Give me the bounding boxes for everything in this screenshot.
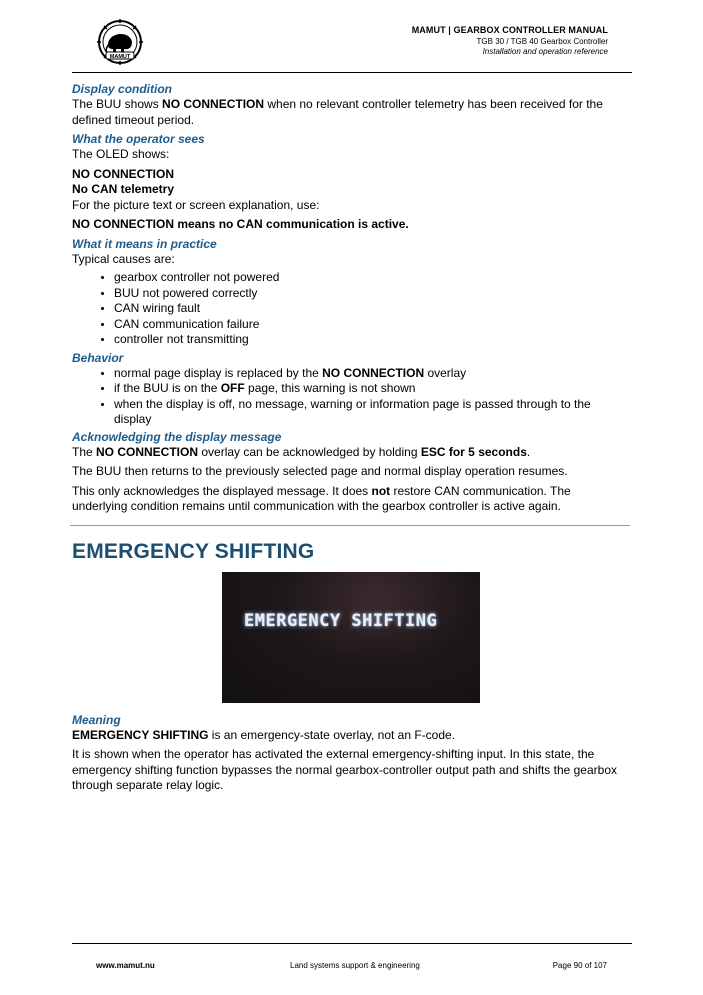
page-header xyxy=(72,14,632,73)
oled-line-1: NO CONNECTION xyxy=(72,166,174,181)
list-item: • controller not transmitting xyxy=(114,332,627,348)
list-item: • if the BUU is on the OFF page, this warning is not shown xyxy=(114,381,627,397)
causes-list xyxy=(72,270,627,348)
section-divider xyxy=(70,525,630,526)
oled-photo-text: EMERGENCY SHIFTING xyxy=(244,610,438,631)
list-item: • gearbox controller not powered xyxy=(114,270,627,286)
paragraph-ack-2: The BUU then returns to the previously selected page and normal display operation resumes. xyxy=(72,464,568,478)
manual-subtitle: TGB 30 / TGB 40 Gearbox Controller xyxy=(476,37,608,46)
oled-photo xyxy=(222,572,480,703)
footer-website: www.mamut.nu xyxy=(96,961,155,970)
manual-title: MAMUT | GEARBOX CONTROLLER MANUAL xyxy=(411,25,608,35)
behavior-list xyxy=(72,366,627,428)
paragraph-meaning-bold: NO CONNECTION means no CAN communication is active. xyxy=(72,217,409,231)
subheading-meaning: Meaning xyxy=(72,712,121,727)
paragraph-ack-3: This only acknowledges the displayed message. It does not restore CAN communication. The underlying condition remains until communication with the gearbox controller is active again. xyxy=(72,483,571,513)
page-content xyxy=(72,82,627,794)
list-item: • normal page display is replaced by the NO CONNECTION overlay xyxy=(114,366,627,382)
paragraph-ack-1: The NO CONNECTION overlay can be acknowledged by holding ESC for 5 seconds. xyxy=(72,444,531,459)
footer-tagline: Land systems support & engineering xyxy=(290,961,420,970)
subheading-display-condition: Display condition xyxy=(72,82,173,96)
manual-subtitle-2: Installation and operation reference xyxy=(482,47,608,56)
paragraph-display-condition: The BUU shows NO CONNECTION when no relevant controller telemetry has been received for the defined timeout period. xyxy=(72,97,603,127)
list-item: • CAN communication failure xyxy=(114,317,627,333)
list-item: • BUU not powered correctly xyxy=(114,286,627,302)
subheading-in-practice: What it means in practice xyxy=(72,236,217,251)
page-footer xyxy=(72,943,632,974)
svg-text:MAMUT: MAMUT xyxy=(109,54,131,60)
subheading-acknowledging: Acknowledging the display message xyxy=(72,429,282,444)
paragraph-typical-causes: Typical causes are: xyxy=(72,251,175,266)
footer-page-number: Page 90 of 107 xyxy=(552,961,607,970)
list-item: • when the display is off, no message, warning or information page is passed through to the display xyxy=(114,397,627,428)
paragraph-oled: The OLED shows: xyxy=(72,147,170,161)
subheading-operator-sees: What the operator sees xyxy=(72,132,205,146)
subheading-behavior: Behavior xyxy=(72,350,124,365)
mamut-logo xyxy=(94,18,146,66)
section-heading-emergency-shifting: EMERGENCY SHIFTING xyxy=(72,539,315,563)
oled-line-2: No CAN telemetry xyxy=(72,182,175,196)
paragraph-meaning-2: It is shown when the operator has activated the external emergency-shifting input. In this state, the emergency shifting function bypasses the normal gearbox-controller output path and shifts the gearbox through separate relay logic. xyxy=(72,747,617,792)
paragraph-meaning-1: EMERGENCY SHIFTING is an emergency-state overlay, not an F-code. xyxy=(72,727,456,742)
paragraph-picture-text: For the picture text or screen explanation, use: xyxy=(72,197,320,212)
list-item: • CAN wiring fault xyxy=(114,301,627,317)
